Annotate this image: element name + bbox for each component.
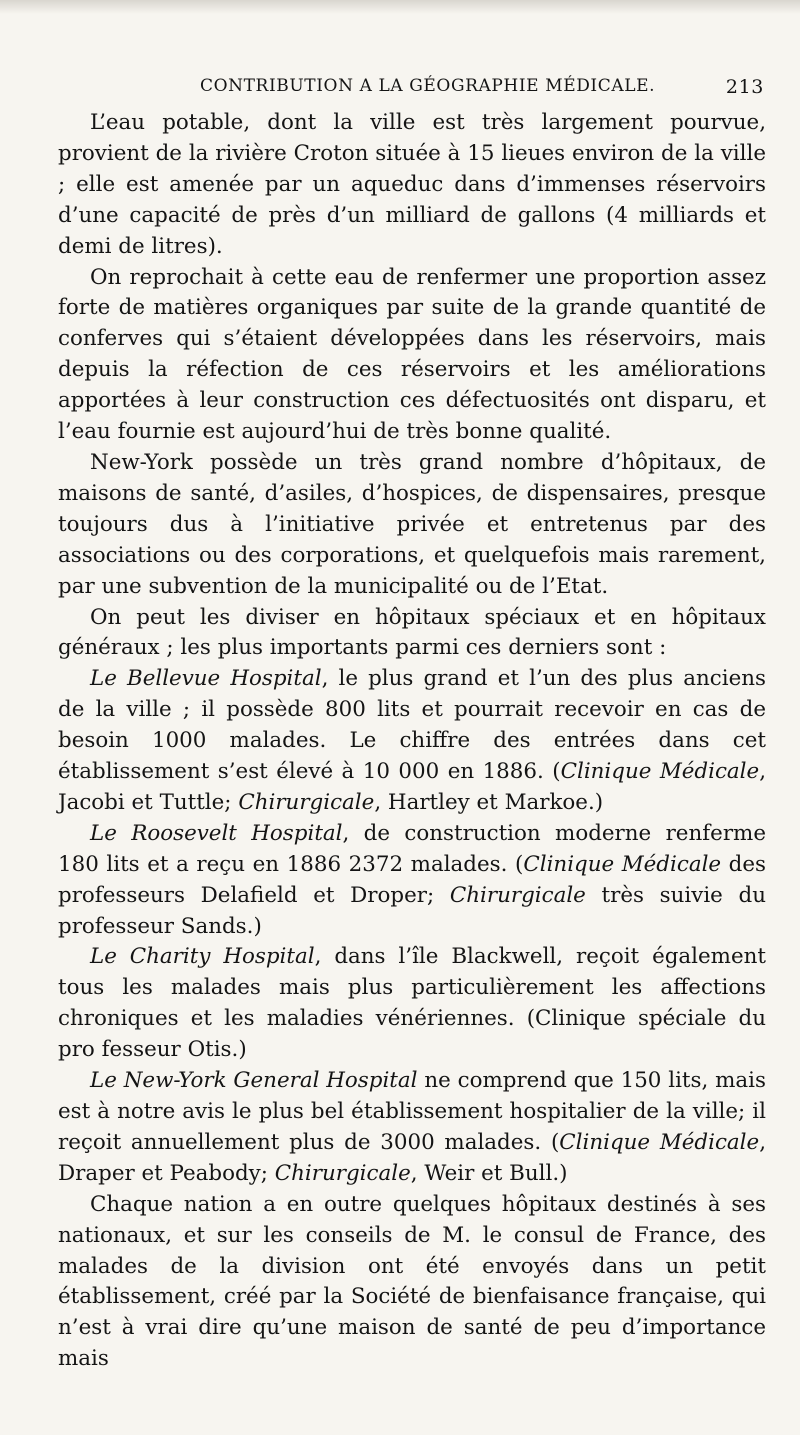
paragraph-hospitals: New-York possède un très grand nombre d’hôpitaux, de maisons de santé, d’asiles, d’hospices, de dispensaires, presque toujours dus à l’initiative privée et entretenus par des associations ou des corporations, et quelquefois mais rarement, par une subvention de la municipalité ou de l’Etat.: [58, 449, 766, 599]
paragraph-general: Le New-York General Hospital ne comprend que 150 lits, mais est à notre avis le plus bel établissement hospitalier de la ville; il reçoit annuellement plus de 3000 malades. (Clinique Médicale, Draper et Peabody; Chirurgicale, Weir et Bull.): [58, 1068, 766, 1186]
paragraph-organic-matter: On reprochait à cette eau de renfermer une proportion assez forte de matières organiques par suite de la grande quantité de conferves qui s’étaient développées dans les réservoirs, mais depuis la réfection de ces réservoirs et les améliorations apportées à leur construction ces défectuosités ont disparu, et l’eau fournie est aujourd’hui de très bonne qualité.: [58, 264, 766, 445]
hospital-name: Le Charity Hospital: [90, 944, 315, 970]
running-head: [84, 76, 764, 106]
page-number: 213: [725, 76, 764, 98]
hospital-name: Le Bellevue Hospital: [90, 666, 322, 692]
paragraph-bellevue: Le Bellevue Hospital, le plus grand et l’un des plus anciens de la ville ; il possède 800 lits et pourrait recevoir en cas de besoin 1000 malades. Le chiffre des entrées dans cet établissement s’est élevé à 10 000 en 1886. (Clinique Médicale, Jacobi et Tuttle; Chirurgicale, Hartley et Markoe.): [58, 666, 767, 815]
running-title: CONTRIBUTION A LA GÉOGRAPHIE MÉDICALE.: [200, 76, 656, 96]
paragraph-water: L’eau potable, dont la ville est très largement pourvue, provient de la rivière Croton située à 15 lieues environ de la ville ; elle est amenée par un aqueduc dans d’immenses réservoirs d’une capacité de près d’un milliard de gallons (4 milliards et demi de litres).: [58, 110, 766, 259]
paragraph-nations: Chaque nation a en outre quelques hôpitaux destinés à ses nationaux, et sur les conseils de M. le consul de France, des malades de la division ont été envoyés dans un petit établissement, créé par la Société de bienfaisance française, qui n’est à vrai dire qu’une maison de santé de peu d’importance mais: [58, 1191, 766, 1372]
hospital-name: Le Roosevelt Hospital: [90, 820, 343, 846]
paragraph-roosevelt: Le Roosevelt Hospital, de construction moderne renferme 180 lits et a reçu en 1886 2372 malades. (Clinique Médicale des professeurs Delafield et Droper; Chirurgicale très suivie du professeur Sands.): [58, 820, 767, 939]
page-top-shadow: [0, 0, 800, 14]
paragraph-charity: Le Charity Hospital, dans l’île Blackwell, reçoit également tous les malades mais plus particulièrement les affections chroniques et les maladies vénériennes. (Clinique spéciale du pro fesseur Otis.): [58, 944, 766, 1063]
hospital-name: Le New-York General Hospital: [90, 1068, 418, 1094]
body-text: [58, 108, 766, 1375]
paragraph-division: On peut les diviser en hôpitaux spéciaux et en hôpitaux généraux ; les plus importants parmi ces derniers sont :: [58, 604, 766, 661]
